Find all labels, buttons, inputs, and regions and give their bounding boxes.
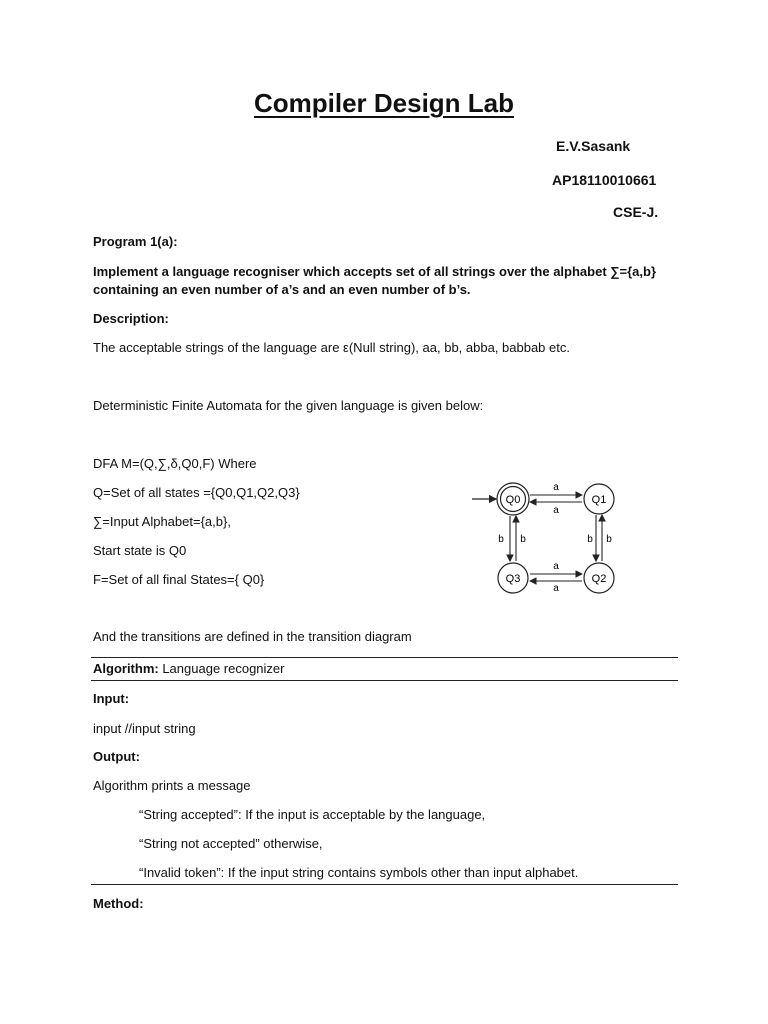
state-q2 (584, 563, 614, 593)
author-section: CSE-J. (613, 204, 659, 220)
output-heading: Output: (93, 749, 140, 764)
dfa-def-line: Start state is Q0 (93, 543, 187, 558)
description-heading: Description: (93, 311, 169, 326)
divider (91, 680, 678, 681)
state-q3 (498, 563, 528, 593)
author-id: AP18110010661 (552, 172, 657, 188)
svg-text:Q3: Q3 (505, 573, 521, 585)
dfa-def-line: ∑=Input Alphabet={a,b}, (93, 514, 231, 529)
label-q0-q3: b (498, 534, 504, 545)
method-heading: Method: (93, 896, 144, 911)
message-item: “String accepted”: If the input is acceptable by the language, (139, 807, 486, 822)
input-text: input //input string (93, 721, 196, 736)
label-q3-q2: a (553, 561, 559, 572)
algorithm-line (93, 660, 284, 678)
message-item: “String not accepted” otherwise, (139, 836, 323, 851)
transitions-note: And the transitions are defined in the transition diagram (93, 629, 412, 644)
svg-text:Q0: Q0 (505, 494, 521, 506)
dfa-intro: Deterministic Finite Automata for the given language is given below: (93, 398, 484, 413)
svg-text:Q1: Q1 (591, 494, 607, 506)
description-text: The acceptable strings of the language are ε(Null string), aa, bb, abba, babbab etc. (93, 340, 570, 355)
label-q1-q0: a (553, 505, 559, 516)
label-q1-q2: b (587, 534, 593, 545)
author-name: E.V.Sasank (556, 138, 631, 154)
dfa-transition-diagram (470, 478, 650, 598)
label-q2-q3: a (553, 583, 559, 594)
program-statement-line2: containing an even number of a’s and an even number of b’s. (93, 282, 471, 297)
divider (91, 884, 678, 885)
dfa-def-line: Q=Set of all states ={Q0,Q1,Q2,Q3} (93, 485, 300, 500)
state-q1 (584, 484, 614, 514)
dfa-def-line: DFA M=(Q,∑,δ,Q0,F) Where (93, 456, 257, 471)
dfa-def-line: F=Set of all final States={ Q0} (93, 572, 265, 587)
label-q3-q0: b (520, 534, 526, 545)
divider (91, 657, 678, 658)
svg-text:Q2: Q2 (591, 573, 607, 585)
page-title: Compiler Design Lab (253, 88, 515, 118)
label-q0-q1: a (553, 482, 559, 493)
algorithm-label: Algorithm: (93, 661, 159, 676)
program-heading: Program 1(a): (93, 234, 178, 249)
program-statement-line1: Implement a language recogniser which accepts set of all strings over the alphabet ∑={a,b} (93, 264, 657, 279)
label-q2-q1: b (606, 534, 612, 545)
output-text: Algorithm prints a message (93, 778, 251, 793)
state-q0 (497, 483, 529, 515)
algorithm-name: Language recognizer (158, 661, 285, 676)
input-heading: Input: (93, 691, 130, 706)
message-item: “Invalid token”: If the input string contains symbols other than input alphabet. (139, 865, 579, 880)
